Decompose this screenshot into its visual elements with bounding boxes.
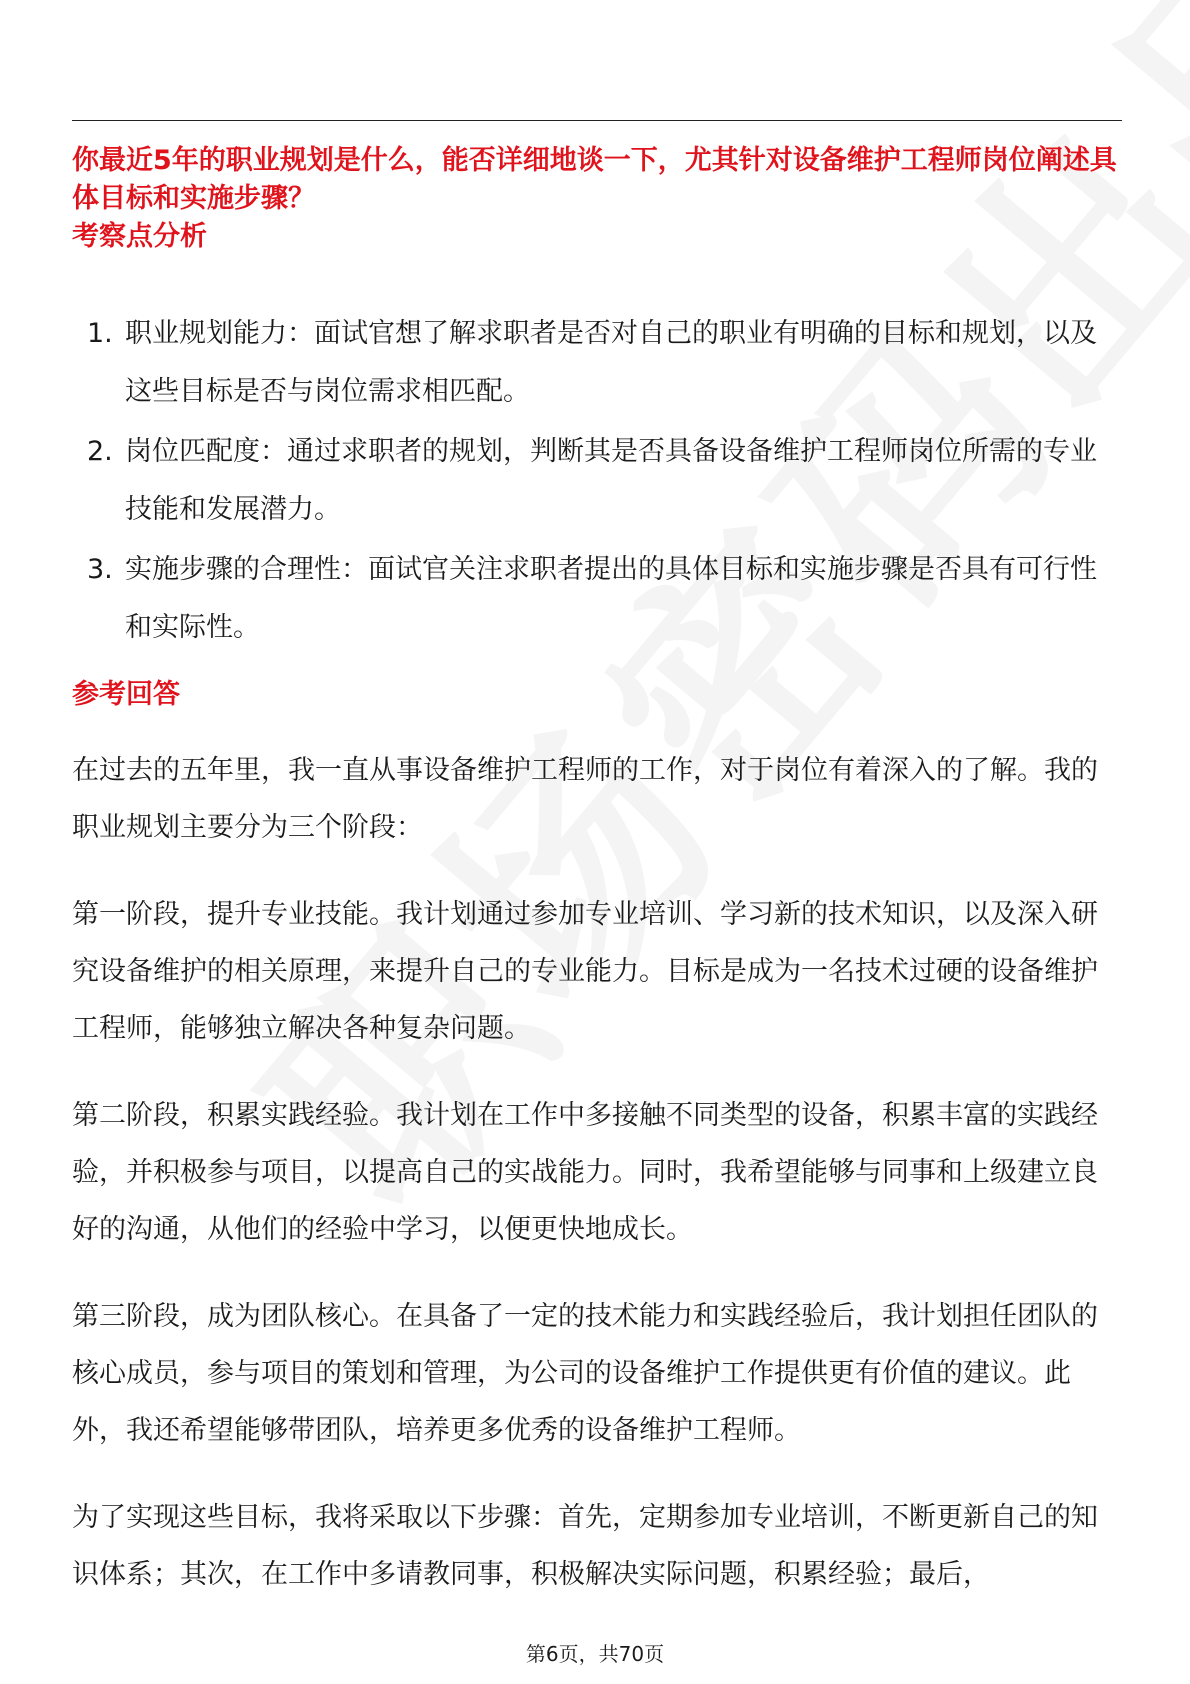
analysis-list (72, 305, 1122, 659)
question-heading: 你最近5年的职业规划是什么，能否详细地谈一下，尤其针对设备维护工程师岗位阐述具体目标和实施步骤？ (72, 145, 1117, 214)
answer-paragraph-stage-2: 第二阶段，积累实践经验。我计划在工作中多接触不同类型的设备，积累丰富的实践经验，并积极参与项目，以提高自己的实战能力。同时，我希望能够与同事和上级建立良好的沟通，从他们的经验中学习，以便更快地成长。 (72, 1100, 1098, 1245)
page-number-footer: 第6页，共70页 (525, 1642, 665, 1666)
answer-paragraph-stage-1: 第一阶段，提升专业技能。我计划通过参加专业培训、学习新的技术知识，以及深入研究设备维护的相关原理，来提升自己的专业能力。目标是成为一名技术过硬的设备维护工程师，能够独立解决各种复杂问题。 (72, 899, 1098, 1044)
list-number: 2. (87, 436, 113, 467)
analysis-item (72, 541, 1122, 657)
list-number: 1. (87, 318, 113, 349)
analysis-item-text: 实施步骤的合理性：面试官关注求职者提出的具体目标和实施步骤是否具有可行性和实际性。 (125, 554, 1097, 643)
list-number: 3. (87, 554, 113, 585)
answer-paragraph-steps: 为了实现这些目标，我将采取以下步骤：首先，定期参加专业培训，不断更新自己的知识体系；其次，在工作中多请教同事，积极解决实际问题，积累经验；最后， (72, 1502, 1098, 1590)
answer-paragraph-stage-3: 第三阶段，成为团队核心。在具备了一定的技术能力和实践经验后，我计划担任团队的核心成员，参与项目的策划和管理，为公司的设备维护工作提供更有价值的建议。此外，我还希望能够带团队，培养更多优秀的设备维护工程师。 (72, 1301, 1098, 1446)
top-divider (72, 120, 1122, 121)
answer-section-title: 参考回答 (72, 679, 180, 710)
analysis-section-title: 考察点分析 (72, 221, 207, 252)
answer-paragraph-intro: 在过去的五年里，我一直从事设备维护工程师的工作，对于岗位有着深入的了解。我的职业规划主要分为三个阶段： (72, 755, 1098, 843)
analysis-item (72, 305, 1122, 421)
analysis-item (72, 423, 1122, 539)
analysis-item-text: 岗位匹配度：通过求职者的规划，判断其是否具备设备维护工程师岗位所需的专业技能和发展潜力。 (125, 436, 1097, 525)
analysis-item-text: 职业规划能力：面试官想了解求职者是否对自己的职业有明确的目标和规划，以及这些目标是否与岗位需求相匹配。 (125, 318, 1097, 407)
